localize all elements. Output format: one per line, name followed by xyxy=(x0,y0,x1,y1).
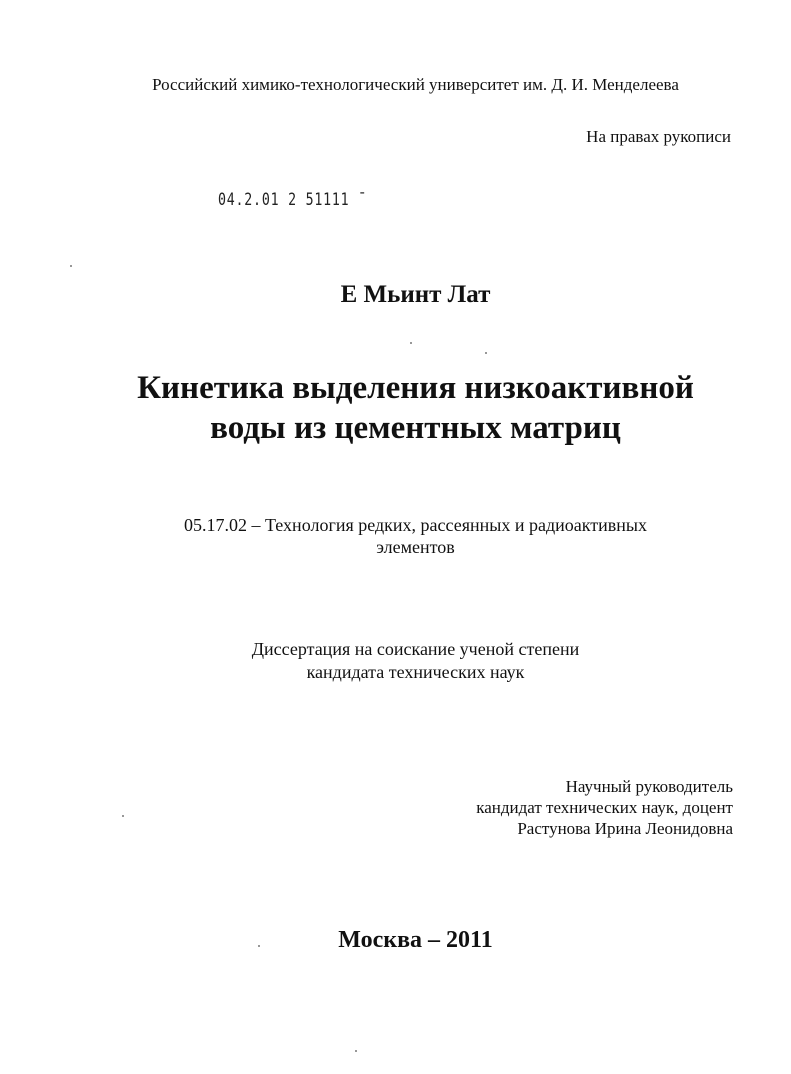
degree-statement xyxy=(0,638,791,684)
supervisor-name: Растунова Ирина Леонидовна xyxy=(517,819,733,838)
author-name: Е Мьинт Лат xyxy=(340,281,491,308)
scan-speck xyxy=(70,265,72,267)
rights-note: На правах рукописи xyxy=(586,127,731,146)
university-name: Российский химико-технологический университет им. Д. И. Менделеева xyxy=(152,75,679,94)
specialty-line-2: элементов xyxy=(376,537,455,557)
supervisor-degree: кандидат технических наук, доцент xyxy=(476,798,733,817)
city-year: Москва – 2011 xyxy=(338,927,493,953)
title-line-1: Кинетика выделения низкоактивной xyxy=(137,370,694,406)
specialty xyxy=(0,514,791,558)
specialty-line-1: 05.17.02 – Технология редких, рассеянных и радиоактивных xyxy=(184,515,647,535)
scan-speck xyxy=(258,945,260,947)
scan-speck xyxy=(122,815,124,817)
dissertation-title xyxy=(0,368,791,448)
degree-line-2: кандидата технических наук xyxy=(306,662,525,682)
registration-stamp: 04.2.01 2 51111 ˉ xyxy=(218,190,367,210)
title-line-2: воды из цементных матриц xyxy=(210,410,621,446)
scan-speck xyxy=(410,342,412,344)
supervisor-block xyxy=(476,776,733,839)
supervisor-role: Научный руководитель xyxy=(565,777,733,796)
scan-speck xyxy=(485,352,487,354)
degree-line-1: Диссертация на соискание ученой степени xyxy=(251,639,580,659)
scan-speck xyxy=(355,1050,357,1052)
